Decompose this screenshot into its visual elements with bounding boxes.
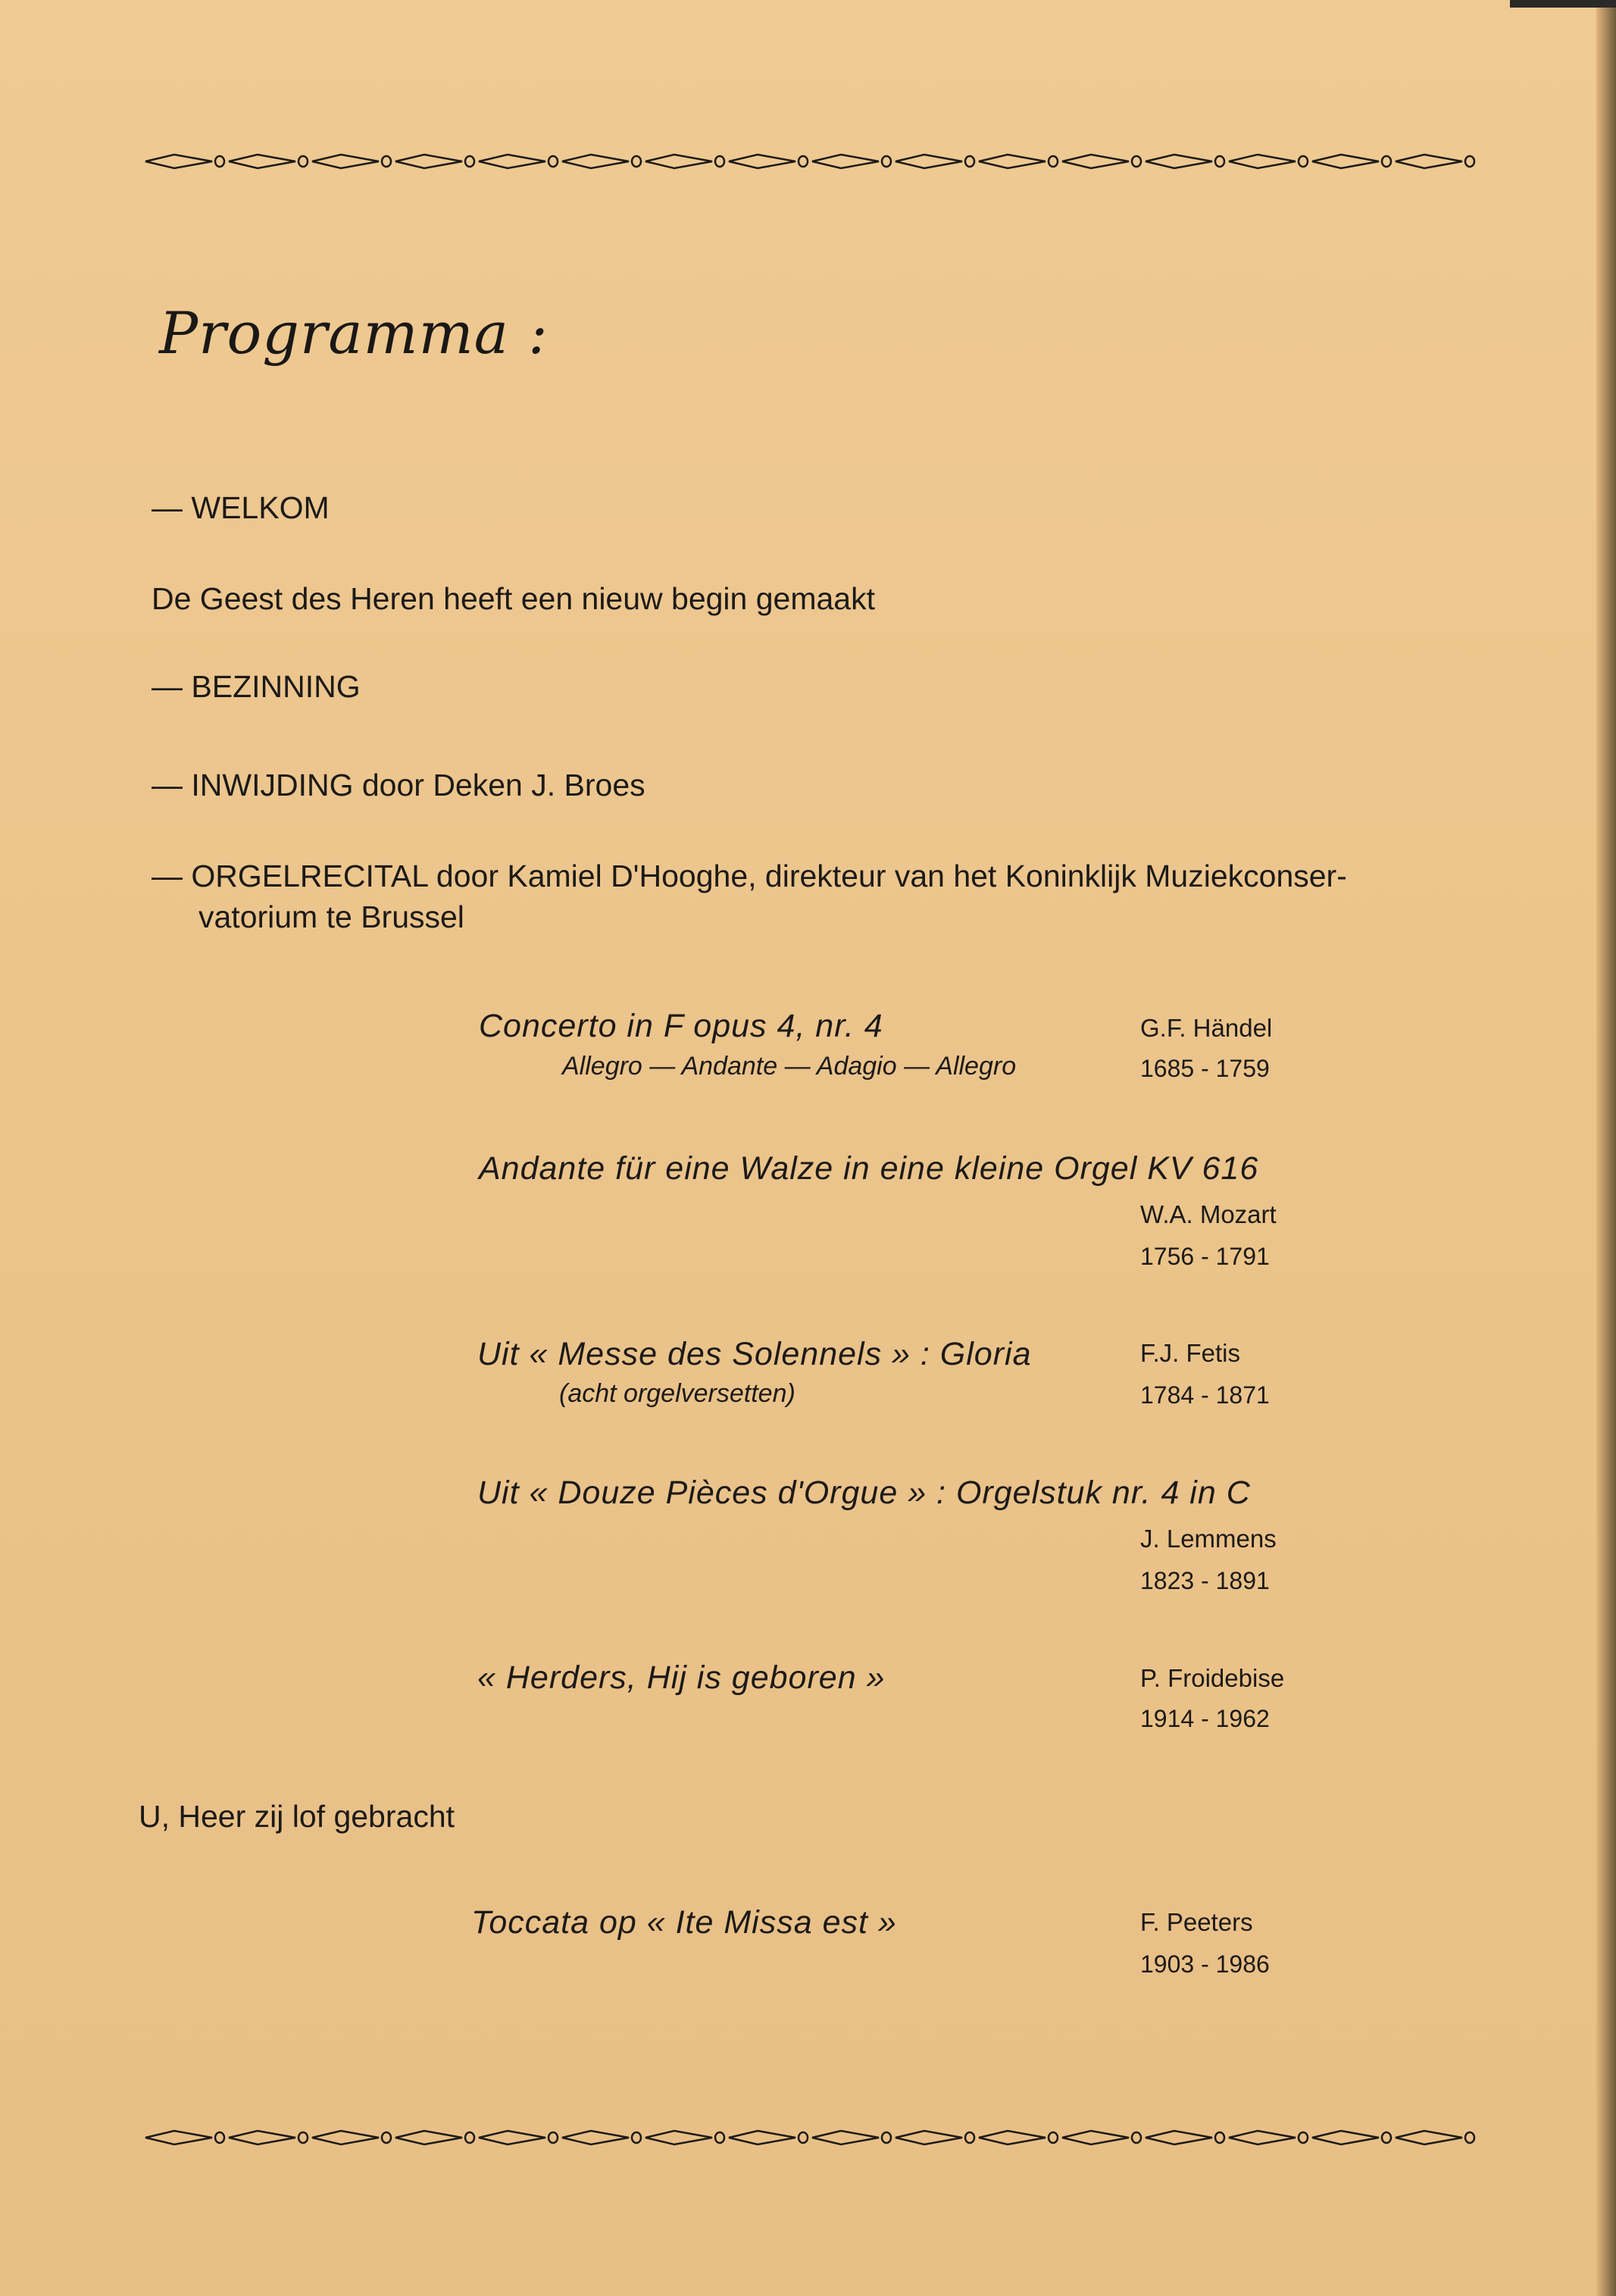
- chain-ring: [1132, 156, 1141, 167]
- chain-ring: [965, 2132, 974, 2143]
- chain-link: [979, 155, 1046, 168]
- chain-ring: [1215, 156, 1224, 167]
- piece-title: Uit « Douze Pièces d'Orgue » : Orgelstuk nr. 4 in C: [477, 1475, 1251, 1511]
- piece-dates: 1756 - 1791: [1140, 1243, 1270, 1270]
- piece-dates: 1823 - 1891: [1140, 1567, 1270, 1594]
- chain-ring: [799, 156, 808, 167]
- chain-link: [1062, 2131, 1129, 2144]
- chain-link: [312, 155, 379, 168]
- chain-link: [395, 155, 462, 168]
- item-inwijding: — INWIJDING door Deken J. Broes: [152, 768, 645, 802]
- chain-link: [729, 2131, 795, 2144]
- page-edge-shadow: [1596, 0, 1616, 2296]
- chain-ring: [882, 2132, 891, 2143]
- piece-composer: G.F. Händel: [1140, 1014, 1273, 1042]
- top-ornamental-border: [136, 150, 1485, 173]
- piece-composer: F.J. Fetis: [1140, 1339, 1241, 1367]
- chain-ring: [215, 156, 224, 167]
- piece-title: Andante für eine Walze in eine kleine Orgel KV 616: [479, 1150, 1259, 1187]
- item-geest-des-heren: De Geest des Heren heeft een nieuw begin gemaakt: [152, 581, 875, 616]
- chain-ring: [882, 156, 891, 167]
- chain-ring: [1049, 2132, 1058, 2143]
- chain-ring: [1299, 2132, 1308, 2143]
- chain-link: [1229, 2131, 1296, 2144]
- chain-ring: [465, 2132, 474, 2143]
- page-corner-shadow: [1510, 0, 1616, 8]
- chain-ring: [1215, 2132, 1224, 2143]
- chain-ring: [215, 2132, 224, 2143]
- chain-link: [1312, 2131, 1379, 2144]
- chain-ring: [715, 2132, 724, 2143]
- item-orgelrecital: — ORGELRECITAL door Kamiel D'Hooghe, direkteur van het Koninklijk Muziekconser-: [152, 859, 1347, 893]
- chain-link: [812, 155, 879, 168]
- chain-ring: [799, 2132, 808, 2143]
- chain-ring: [549, 156, 558, 167]
- chain-ring: [1382, 156, 1391, 167]
- piece-composer: F. Peeters: [1140, 1908, 1253, 1936]
- chain-link: [145, 2131, 212, 2144]
- chain-link: [395, 2131, 462, 2144]
- piece-dates: 1784 - 1871: [1140, 1381, 1270, 1409]
- chain-link: [1312, 155, 1379, 168]
- chain-link: [896, 155, 962, 168]
- item-heer-lof: U, Heer zij lof gebracht: [139, 1799, 455, 1834]
- chain-link: [562, 155, 629, 168]
- chain-link: [645, 155, 712, 168]
- chain-link: [312, 2131, 379, 2144]
- chain-ring: [715, 156, 724, 167]
- chain-ring: [1382, 2132, 1391, 2143]
- piece-dates: 1685 - 1759: [1140, 1055, 1270, 1082]
- piece-dates: 1914 - 1962: [1140, 1705, 1270, 1732]
- item-bezinning: — BEZINNING: [152, 669, 361, 704]
- chain-ring: [465, 156, 474, 167]
- piece-dates: 1903 - 1986: [1140, 1950, 1270, 1978]
- chain-ring: [299, 156, 308, 167]
- chain-link: [812, 2131, 879, 2144]
- piece-title: Uit « Messe des Solennels » : Gloria: [477, 1336, 1032, 1372]
- chain-ring: [382, 156, 391, 167]
- chain-link: [145, 155, 212, 168]
- chain-ring: [382, 2132, 391, 2143]
- item-orgelrecital-continued: vatorium te Brussel: [198, 899, 464, 934]
- chain-ring: [1049, 156, 1058, 167]
- chain-link: [1062, 155, 1129, 168]
- page-title: Programma :: [159, 299, 549, 367]
- chain-ring: [1299, 156, 1308, 167]
- piece-title: « Herders, Hij is geboren »: [477, 1659, 886, 1696]
- chain-link: [1146, 155, 1212, 168]
- piece-title: Toccata op « Ite Missa est »: [471, 1904, 897, 1941]
- chain-ring: [1132, 2132, 1141, 2143]
- chain-link: [229, 2131, 295, 2144]
- chain-ring: [632, 2132, 641, 2143]
- chain-ring: [1465, 156, 1474, 167]
- chain-link: [645, 2131, 712, 2144]
- piece-composer: P. Froidebise: [1140, 1664, 1285, 1692]
- chain-link: [979, 2131, 1046, 2144]
- chain-link: [1146, 2131, 1212, 2144]
- chain-ring: [299, 2132, 308, 2143]
- chain-ring: [1465, 2132, 1474, 2143]
- bottom-ornamental-border: [136, 2126, 1485, 2149]
- chain-link: [229, 155, 295, 168]
- chain-ring: [965, 156, 974, 167]
- piece-composer: W.A. Mozart: [1140, 1200, 1277, 1228]
- piece-title: Concerto in F opus 4, nr. 4: [479, 1008, 883, 1044]
- piece-composer: J. Lemmens: [1140, 1525, 1277, 1553]
- piece-subtitle: (acht orgelversetten): [559, 1379, 795, 1408]
- chain-link: [1396, 155, 1462, 168]
- chain-link: [1396, 2131, 1462, 2144]
- chain-ring: [632, 156, 641, 167]
- chain-link: [1229, 155, 1296, 168]
- chain-link: [729, 155, 795, 168]
- chain-link: [562, 2131, 629, 2144]
- item-welkom: — WELKOM: [152, 490, 330, 525]
- piece-subtitle: Allegro — Andante — Adagio — Allegro: [562, 1052, 1017, 1081]
- chain-link: [479, 155, 545, 168]
- chain-link: [479, 2131, 545, 2144]
- chain-ring: [549, 2132, 558, 2143]
- chain-link: [896, 2131, 962, 2144]
